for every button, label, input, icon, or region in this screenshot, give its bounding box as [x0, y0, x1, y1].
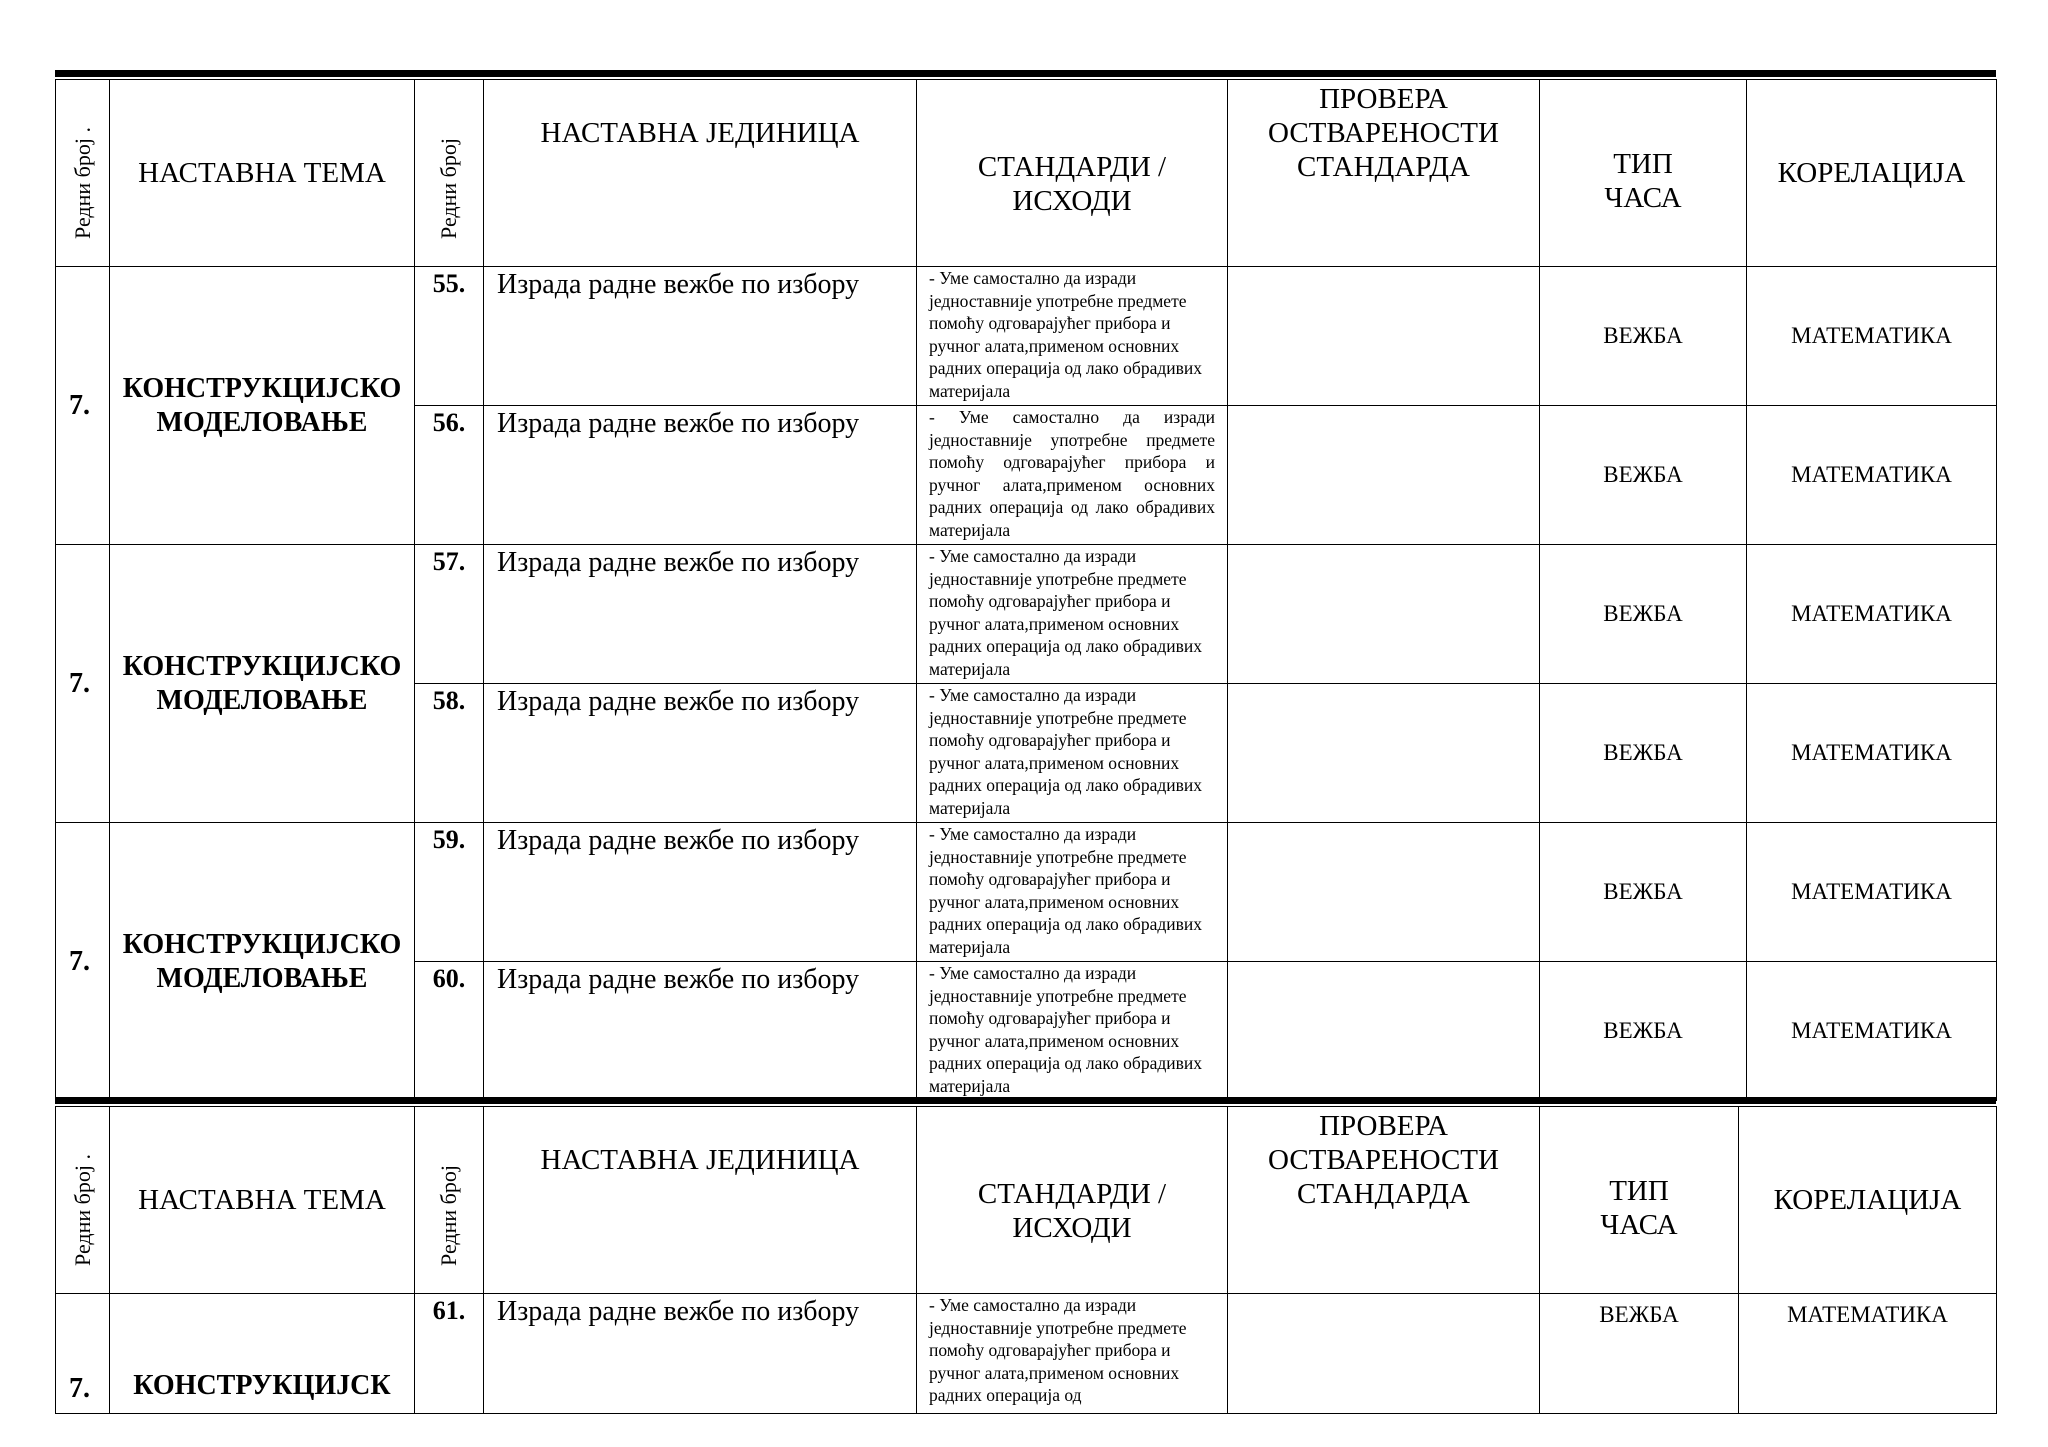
unit-number: 60.	[415, 962, 484, 1101]
header-topic: НАСТАВНА ТЕМА	[110, 1107, 415, 1294]
header-serial-unit: Редни број	[415, 1107, 484, 1294]
unit-number: 59.	[415, 823, 484, 962]
group-number: 7.	[56, 267, 110, 545]
header-check: ПРОВЕРА ОСТВАРЕНОСТИ СТАНДАРДА	[1228, 80, 1540, 267]
lesson-type: ВЕЖБА	[1540, 267, 1747, 406]
header-type: ТИП ЧАСА	[1540, 1107, 1739, 1294]
unit-number: 58.	[415, 684, 484, 823]
correlation: МАТЕМАТИКА	[1747, 823, 1997, 962]
unit-name: Израда радне вежбе по избору	[484, 1294, 917, 1414]
header-serial-main: Редни број .	[56, 1107, 110, 1294]
lesson-type: ВЕЖБА	[1540, 406, 1747, 545]
header-check: ПРОВЕРА ОСТВАРЕНОСТИ СТАНДАРДА	[1228, 1107, 1540, 1294]
standards-text: - Уме самостално да изради једноставније употребне предмете помоћу одговарајућег прибора и ручног алата,применом основних радних операција од лако обрадивих материјала	[917, 962, 1228, 1101]
header-correlation: КОРЕЛАЦИЈА	[1747, 80, 1997, 267]
check-cell	[1228, 962, 1540, 1101]
group-topic: КОНСТРУКЦИЈСКО МОДЕЛОВАЊЕ	[110, 267, 415, 545]
group-topic: КОНСТРУКЦИЈСК	[110, 1294, 415, 1414]
group-number: 7.	[56, 545, 110, 823]
unit-name: Израда радне вежбе по избору	[484, 545, 917, 684]
unit-name: Израда радне вежбе по избору	[484, 823, 917, 962]
standards-text: - Уме самостално да изради једноставније употребне предмете помоћу одговарајућег прибора и ручног алата,применом основних радних операција од лако обрадивих материјала	[917, 406, 1228, 545]
correlation: МАТЕМАТИКА	[1747, 406, 1997, 545]
header-unit: НАСТАВНА ЈЕДИНИЦА	[484, 80, 917, 267]
header-row	[56, 1107, 1997, 1294]
unit-name: Израда радне вежбе по избору	[484, 684, 917, 823]
table-row	[56, 267, 1997, 406]
lesson-type: ВЕЖБА	[1540, 545, 1747, 684]
unit-name: Израда радне вежбе по избору	[484, 267, 917, 406]
unit-number: 57.	[415, 545, 484, 684]
header-correlation: КОРЕЛАЦИЈА	[1739, 1107, 1997, 1294]
group-number: 7.	[56, 823, 110, 1101]
header-type: ТИП ЧАСА	[1540, 80, 1747, 267]
plan-table-1	[55, 70, 1996, 1101]
unit-number: 55.	[415, 267, 484, 406]
table-row	[56, 1294, 1997, 1414]
lesson-type: ВЕЖБА	[1540, 823, 1747, 962]
standards-text: - Уме самостално да изради једноставније употребне предмете помоћу одговарајућег прибора и ручног алата,применом основних радних операција од лако обрадивих материјала	[917, 823, 1228, 962]
correlation: МАТЕМАТИКА	[1747, 962, 1997, 1101]
check-cell	[1228, 267, 1540, 406]
table-row	[56, 545, 1997, 684]
standards-text: - Уме самостално да изради једноставније употребне предмете помоћу одговарајућег прибора и ручног алата,применом основних радних операција од	[917, 1294, 1228, 1414]
correlation: МАТЕМАТИКА	[1739, 1294, 1997, 1414]
group-topic: КОНСТРУКЦИЈСКО МОДЕЛОВАЊЕ	[110, 545, 415, 823]
check-cell	[1228, 406, 1540, 545]
standards-text: - Уме самостално да изради једноставније употребне предмете помоћу одговарајућег прибора и ручног алата,применом основних радних операција од лако обрадивих материјала	[917, 545, 1228, 684]
check-cell	[1228, 1294, 1540, 1414]
header-unit: НАСТАВНА ЈЕДИНИЦА	[484, 1107, 917, 1294]
standards-text: - Уме самостално да изради једноставније употребне предмете помоћу одговарајућег прибора и ручног алата,применом основних радних операција од лако обрадивих материјала	[917, 684, 1228, 823]
unit-name: Израда радне вежбе по избору	[484, 406, 917, 545]
unit-name: Израда радне вежбе по избору	[484, 962, 917, 1101]
lesson-type: ВЕЖБА	[1540, 684, 1747, 823]
check-cell	[1228, 684, 1540, 823]
header-serial-unit: Редни број	[415, 80, 484, 267]
check-cell	[1228, 545, 1540, 684]
header-serial-main: Редни број .	[56, 80, 110, 267]
correlation: МАТЕМАТИКА	[1747, 684, 1997, 823]
group-topic: КОНСТРУКЦИЈСКО МОДЕЛОВАЊЕ	[110, 823, 415, 1101]
unit-number: 56.	[415, 406, 484, 545]
header-standards: СТАНДАРДИ / ИСХОДИ	[917, 1107, 1228, 1294]
header-row	[56, 80, 1997, 267]
correlation: МАТЕМАТИКА	[1747, 267, 1997, 406]
lesson-type: ВЕЖБА	[1540, 962, 1747, 1101]
plan-table-2	[55, 1097, 1996, 1414]
header-topic: НАСТАВНА ТЕМА	[110, 80, 415, 267]
check-cell	[1228, 823, 1540, 962]
standards-text: - Уме самостално да изради једноставније употребне предмете помоћу одговарајућег прибора и ручног алата,применом основних радних операција од лако обрадивих материјала	[917, 267, 1228, 406]
lesson-type: ВЕЖБА	[1540, 1294, 1739, 1414]
correlation: МАТЕМАТИКА	[1747, 545, 1997, 684]
group-number: 7.	[56, 1294, 110, 1414]
header-standards: СТАНДАРДИ / ИСХОДИ	[917, 80, 1228, 267]
unit-number: 61.	[415, 1294, 484, 1414]
table-row	[56, 823, 1997, 962]
